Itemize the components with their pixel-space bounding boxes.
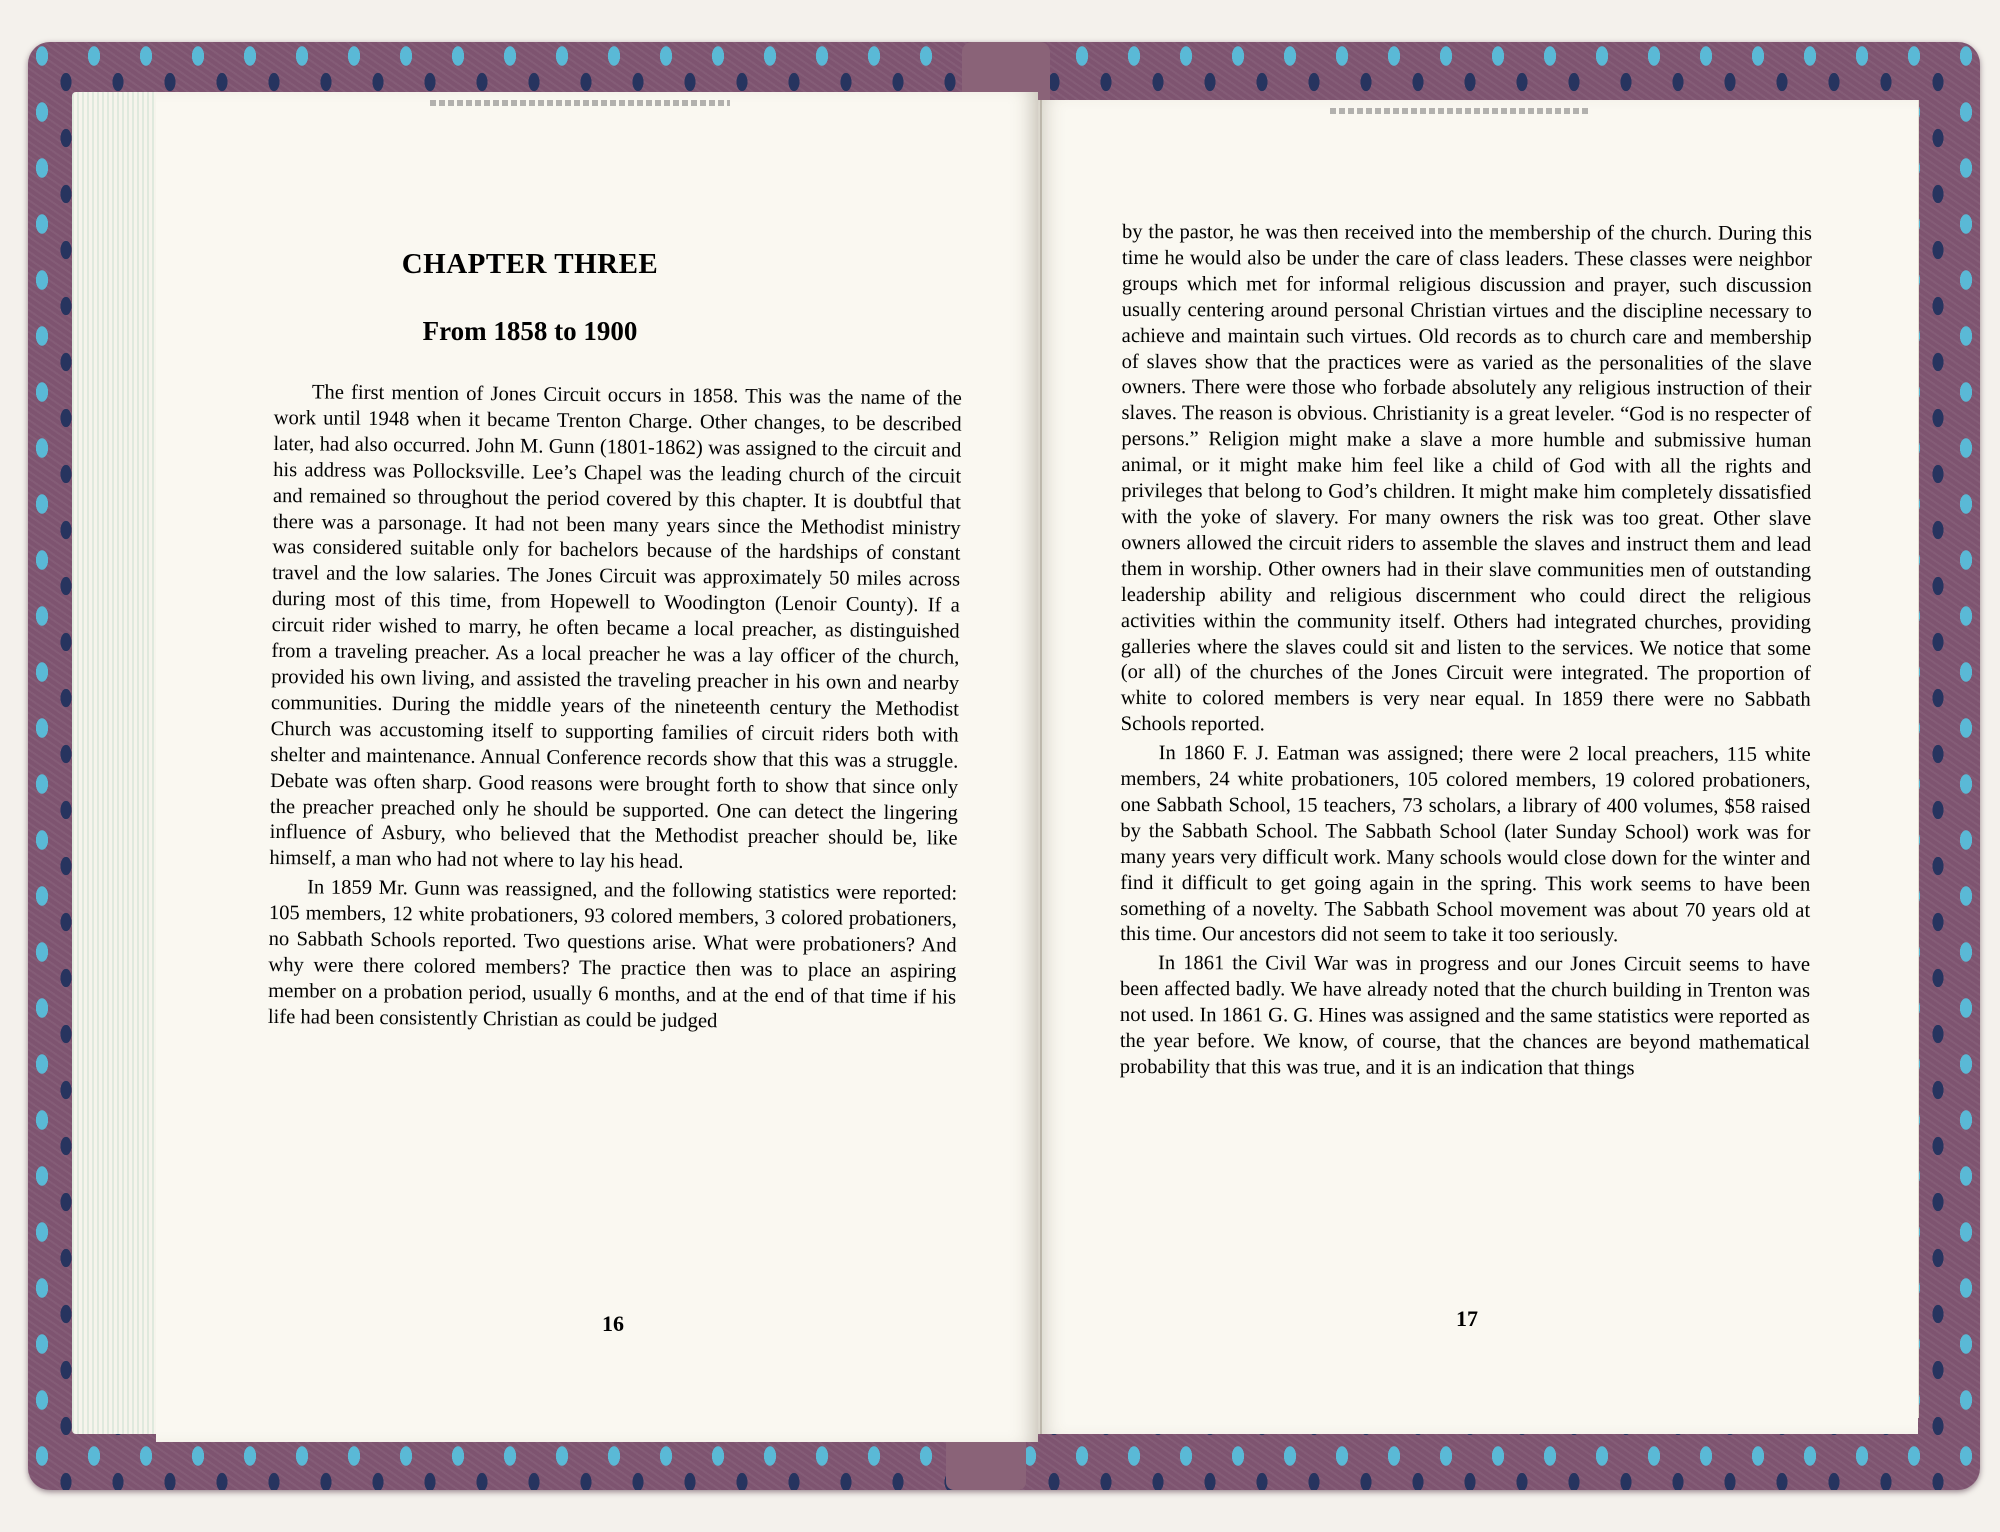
paragraph: The first mention of Jones Circuit occurs in 1858. This was the name of the work until 1948 when it became Trenton Charge. Other changes, to be described later, had also occurred. John M. Gunn (1801-1862) was assigned to the circuit and his address was Pollocksville. Lee’s Chapel was the leading church of the circuit and remained so throughout the period covered by this chapter. It is doubtful that there was a parsonage. It had not been many years since the Methodist ministry was considered suitable only for bachelors because of the hardships of constant travel and the low salaries. The Jones Circuit was approximately 50 miles across during most of this time, from Hopewell to Woodington (Lenoir County). If a circuit rider wished to marry, he often became a local preacher, as distinguished from a traveling preacher. As a local preacher he was a lay officer of the church, provided his own living, and assisted the traveling preacher in his own and nearby communities. During the middle years of the nineteenth century the Methodist Church was accustoming itself to supporting families of circuit riders both with shelter and maintenance. Annual Conference records show that this was a struggle. Debate was often sharp. Good reasons were brought forth to show that since only the preacher preached only he should be supported. One can detect the lingering influence of Asbury, who believed that the Methodist preacher should be, like himself, a man who had not where to lay his head.	[269, 381, 962, 874]
show-through-mark-left	[430, 100, 730, 106]
page-edges-left	[72, 92, 164, 1434]
page-number-right: 17	[1456, 1306, 1478, 1331]
spine-bottom	[946, 1434, 1026, 1490]
chapter-subtitle: From 1858 to 1900	[422, 316, 638, 346]
left-page-body	[268, 380, 962, 1037]
paragraph: In 1861 the Civil War was in progress and our Jones Circuit seems to have been affected badly. We have already noted that the church building in Trenton was not used. In 1861 G. G. Hines was assigned and the same statistics were reported as the year before. We know, of course, that the chances are beyond mathematical probability that this was true, and it is an indication that things	[1119, 952, 1811, 1080]
page-number-left: 16	[602, 1311, 624, 1336]
paragraph: In 1859 Mr. Gunn was reassigned, and the following statistics were reported: 105 members, 12 white probationers, 93 colored members, 3 colored probationers, no Sabbath Schools reported. Two questions arise. What were probationers? And why were there colored members? The practice then was to place an aspiring member on a probation period, usually 6 months, and at the end of that time if his life had been consistently Christian as could be judged	[267, 876, 958, 1033]
show-through-mark-right	[1330, 108, 1590, 114]
book-gutter	[1040, 100, 1042, 1434]
paragraph: by the pastor, he was then received into the membership of the church. During this time he would also be under the care of class leaders. These classes were neighbor groups which met for informal religious discussion and prayer, such discussion usually centering around personal Christian virtues and the discipline necessary to achieve and maintain such virtues. Old records as to church care and membership of slaves show that the practices were as varied as the personalities of the slave owners. There were those who forbade absolutely any religious instruction of their slaves. The reason is obvious. Christianity is a great leveler. “God is no respecter of persons.” Religion might make a slave a more humble and submissive human animal, or it might make him feel like a child of God with all the rights and privileges that belong to God’s children. It might make him completely dissatisfied with the yoke of slavery. For many owners the risk was too great. Other slave owners allowed the circuit riders to assemble the slaves and instruct them and lead them in worship. Other owners had in their slave communities men of outstanding leadership ability and religious discernment who could direct the religious activities within the community itself. Others had integrated churches, providing galleries where the slaves could sit and listen to the services. We notice that some (or all) of the churches of the Jones Circuit were integrated. The proportion of white to colored members is very near equal. In 1859 there were no Sabbath Schools reported.	[1120, 221, 1812, 736]
chapter-title: CHAPTER THREE	[401, 248, 659, 280]
right-page-body	[1120, 220, 1812, 1083]
paragraph: In 1860 F. J. Eatman was assigned; there were 2 local preachers, 115 white members, 24 white probationers, 105 colored members, 19 colored probationers, one Sabbath School, 15 teachers, 73 scholars, a library of 400 volumes, $58 raised by the Sabbath School. The Sabbath School (later Sunday School) work was for many years very difficult work. Many schools would close down for the winter and find it difficult to get going again in the spring. This work seems to have been something of a novelty. The Sabbath School movement was about 70 years old at this time. Our ancestors did not seem to take it too seriously.	[1120, 742, 1811, 947]
